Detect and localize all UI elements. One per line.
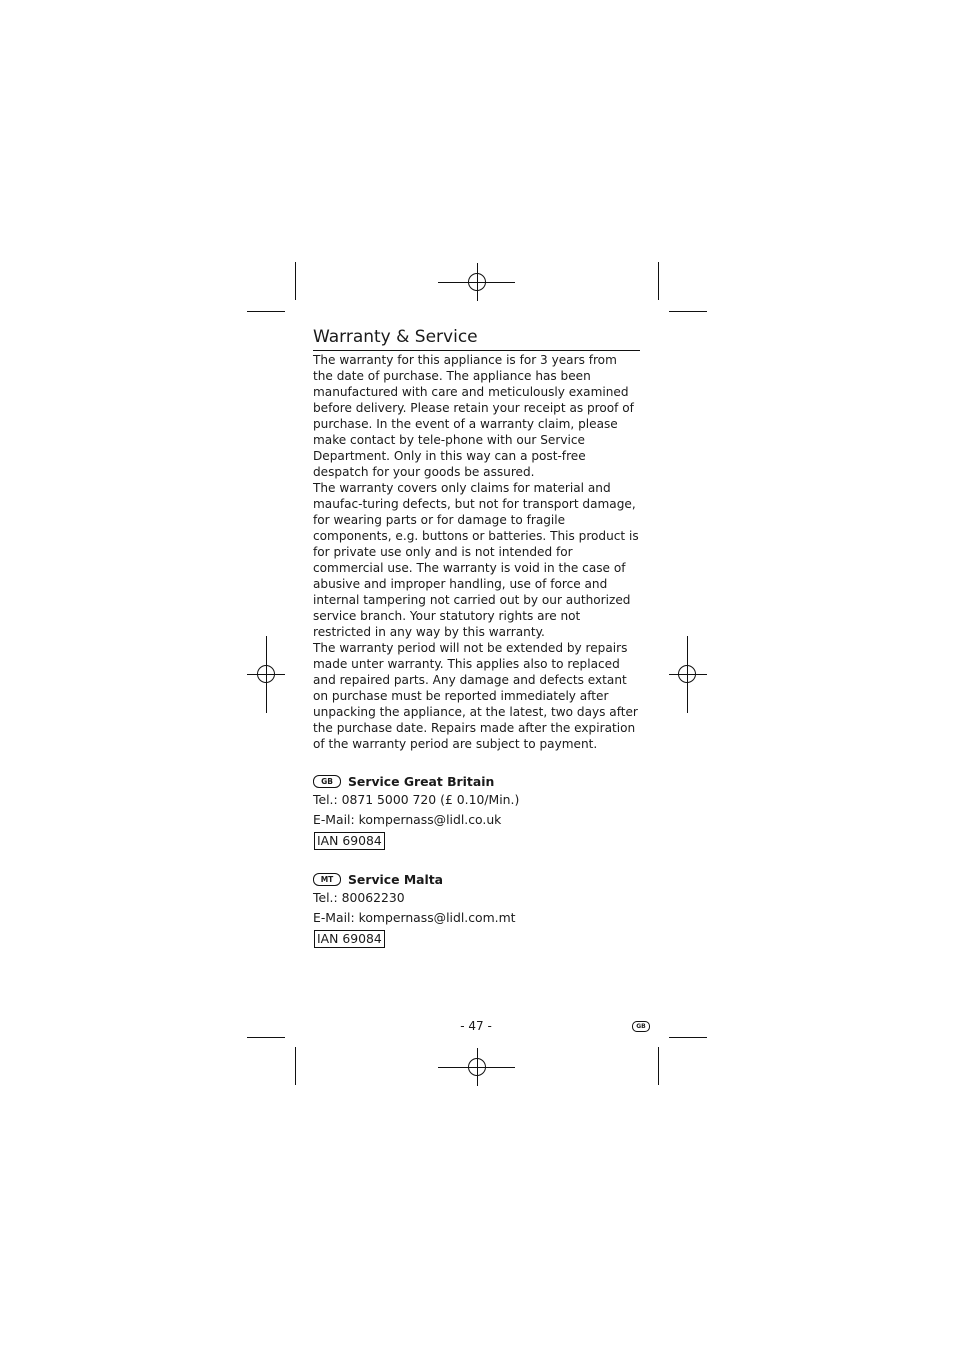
page-content [313,326,640,948]
footer-country-badge-icon: GB [632,1021,650,1032]
service-email: E-Mail: kompernass@lidl.co.uk [313,812,502,827]
country-badge-icon: MT [313,873,341,886]
page-title: Warranty & Service [313,326,640,351]
service-malta [313,870,640,948]
service-email: E-Mail: kompernass@lidl.com.mt [313,910,516,925]
service-title: Service Great Britain [348,773,495,789]
service-title: Service Malta [348,871,444,887]
warranty-text [313,352,640,752]
service-phone: Tel.: 0871 5000 720 (£ 0.10/Min.) [313,792,520,807]
warranty-paragraph: The warranty period will not be extended by repairs made unter warranty. This applies also to replaced and repaired parts. Any damage and defects extant on purchase must be reported immediately after unpacking the appliance, at the latest, two days after the purchase date. Repairs made after the expiration of the warranty period are subject to payment. [313,641,638,751]
service-phone: Tel.: 80062230 [313,890,405,905]
ian-box: IAN 69084 [314,930,385,948]
country-badge-icon: GB [313,775,341,788]
ian-box: IAN 69084 [314,832,385,850]
service-great-britain [313,772,640,850]
warranty-paragraph: The warranty covers only claims for material and maufac-turing defects, but not for transport damage, for wearing parts or for damage to fragile components, e.g. buttons or batteries. This product is for private use only and is not intended for commercial use. The warranty is void in the case of abusive and improper handling, use of force and internal tampering not carried out by our authorized service branch. Your statutory rights are not restricted in any way by this warranty. [313,481,639,639]
page-number: - 47 - [460,1019,492,1033]
warranty-paragraph: The warranty for this appliance is for 3 years from the date of purchase. The appliance has been manufactured with care and meticulously examined before delivery. Please retain your receipt as proof of purchase. In the event of a warranty claim, please make contact by tele-phone with our Service Department. Only in this way can a post-free despatch for your goods be assured. [313,353,634,479]
